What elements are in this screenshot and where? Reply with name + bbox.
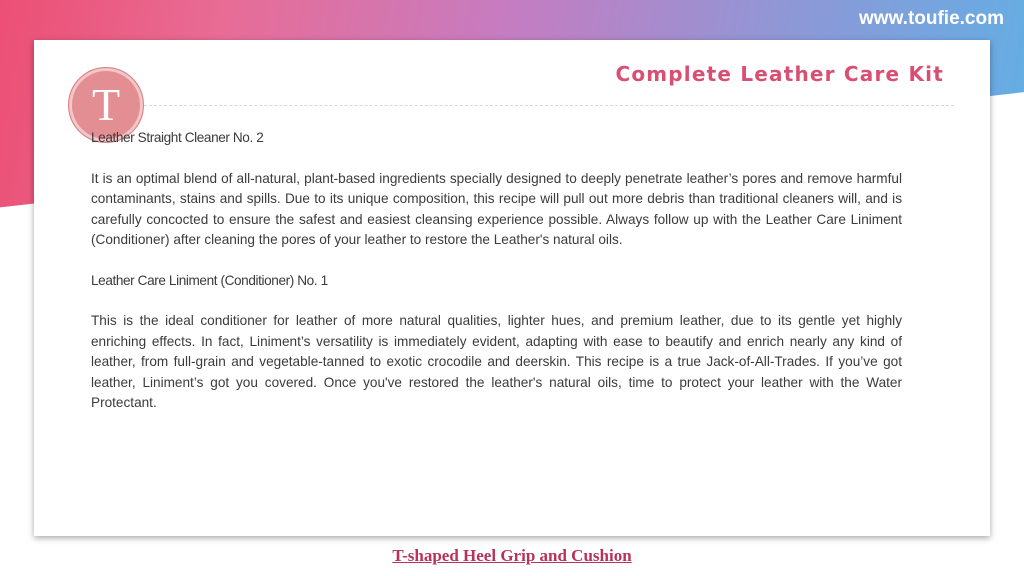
slide-content <box>91 128 902 434</box>
section-heading-liniment: Leather Care Liniment (Conditioner) No. 1 <box>91 272 328 288</box>
footer-product-link[interactable]: T-shaped Heel Grip and Cushion <box>392 546 632 565</box>
slide-title: Complete Leather Care Kit <box>615 62 944 86</box>
section-body-liniment: This is the ideal conditioner for leather of more natural qualities, lighter hues, and premium leather, due to its gentle yet highly enriching effects. In fact, Liniment’s versatility is immediately evident, adapting with ease to beautify and enrich nearly any kind of leather, from full-grain and vegetable-tanned to exotic crocodile and deerskin. This recipe is a true Jack-of-All-Trades. If you’ve got leather, Liniment’s got you covered. Once you've restored the leather's natural oils, time to protect your leather with the Water Protectant. <box>91 313 902 410</box>
logo-letter: T <box>91 79 121 130</box>
title-divider <box>144 105 954 106</box>
section-body-cleaner: It is an optimal blend of all-natural, plant-based ingredients specially designed to deeply penetrate leather’s pores and remove harmful contaminants, stains and spills. Due to its unique composition, this recipe will pull out more debris than traditional cleaners will, and is carefully concocted to ensure the safest and easiest cleansing experience possible. Always follow up with the Leather Care Liniment (Conditioner) after cleaning the pores of your leather to restore the Leather's natural oils. <box>91 170 902 247</box>
site-url[interactable]: www.toufie.com <box>859 8 1004 29</box>
section-heading-cleaner: Leather Straight Cleaner No. 2 <box>91 130 264 145</box>
